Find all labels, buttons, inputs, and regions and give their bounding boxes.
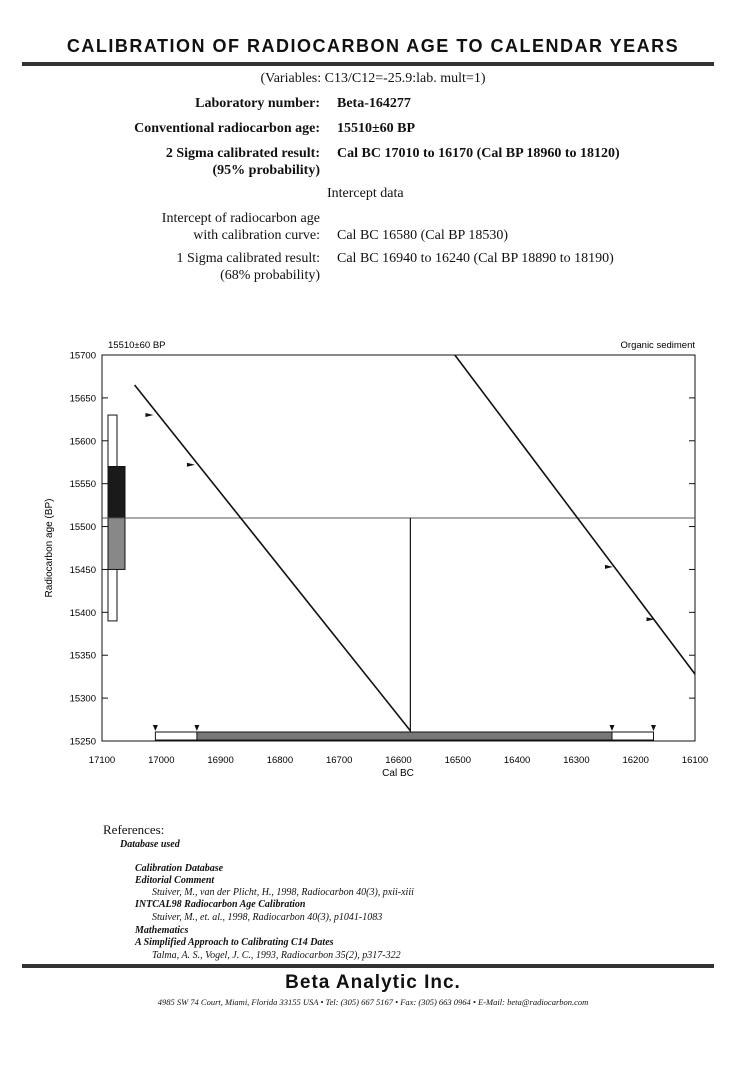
references-heading: References:: [103, 822, 165, 837]
y-tick-label: 15550: [69, 479, 96, 491]
conventional-age-label: Conventional radiocarbon age:: [134, 121, 320, 136]
cal-bar-marker: [651, 725, 656, 731]
y-tick-label: 15500: [69, 522, 96, 534]
company-address: 4985 SW 74 Court, Miami, Florida 33155 USA • Tel: (305) 667 5167 • Fax: (305) 663 0964 • E-Mail: beta@radiocarbon.com: [157, 997, 589, 1007]
ref-approach-citation: Talma, A. S., Vogel, J. C., 1993, Radiocarbon 35(2), p317-322: [152, 950, 401, 961]
curve-marker: [187, 463, 195, 467]
curve-marker: [145, 413, 153, 417]
variables-line: (Variables: C13/C12=-25.9:lab. mult=1): [260, 71, 486, 86]
plot-frame: [102, 355, 695, 741]
cal-bar-marker: [153, 725, 158, 731]
x-tick-label: 17100: [88, 755, 116, 766]
x-tick-label: 16800: [266, 755, 294, 766]
conventional-age-value: 15510±60 BP: [337, 121, 416, 136]
cal-bar-marker: [194, 725, 199, 731]
ref-editorial-citation: Stuiver, M., van der Plicht, H., 1998, Radiocarbon 40(3), pxii-xiii: [152, 887, 414, 898]
y-tick-label: 15400: [69, 607, 96, 619]
ref-mathematics: Mathematics: [135, 925, 189, 936]
curve-marker: [605, 565, 613, 569]
x-tick-label: 16200: [622, 755, 649, 766]
y-tick-label: 15350: [69, 650, 96, 662]
ref-calibration-database: Calibration Database: [135, 863, 224, 874]
y-axis-label: Radiocarbon age (BP): [44, 498, 55, 598]
footer-rule: [22, 964, 714, 968]
one-sigma-age-bar-lower: [108, 518, 125, 569]
intercept-label-line2: with calibration curve:: [193, 228, 320, 243]
header-rule: [22, 62, 714, 66]
calibration-curve-segment: [135, 385, 411, 731]
ref-editorial-comment: Editorial Comment: [135, 875, 215, 886]
two-sigma-value: Cal BC 17010 to 16170 (Cal BP 18960 to 18120): [337, 146, 620, 161]
x-tick-label: 16600: [385, 755, 412, 766]
ref-intcal: INTCAL98 Radiocarbon Age Calibration: [135, 899, 306, 910]
intercept-value: Cal BC 16580 (Cal BP 18530): [337, 228, 508, 243]
x-axis-label: Cal BC: [382, 768, 414, 779]
ref-database-used: Database used: [120, 839, 180, 850]
y-tick-label: 15300: [69, 693, 96, 705]
lab-number-label: Laboratory number:: [195, 96, 320, 111]
company-name: Beta Analytic Inc.: [285, 972, 461, 993]
x-tick-label: 16300: [563, 755, 590, 766]
y-tick-label: 15600: [69, 436, 96, 448]
one-sigma-probability: (68% probability): [220, 268, 320, 283]
lab-number-value: Beta-164277: [337, 96, 411, 111]
y-tick-label: 15250: [69, 736, 96, 748]
two-sigma-label: 2 Sigma calibrated result:: [165, 146, 320, 161]
x-tick-label: 17000: [148, 755, 175, 766]
ref-intcal-citation: Stuiver, M., et. al., 1998, Radiocarbon 40(3), p1041-1083: [152, 912, 383, 923]
y-tick-label: 15700: [69, 350, 96, 362]
calibration-curve-segment: [455, 355, 695, 674]
intercept-label-line1: Intercept of radiocarbon age: [161, 211, 320, 226]
chart-title-left: 15510±60 BP: [108, 340, 166, 351]
y-tick-label: 15650: [69, 393, 96, 405]
x-tick-label: 16700: [325, 755, 353, 766]
x-tick-label: 16500: [444, 755, 472, 766]
intercept-heading: Intercept data: [327, 186, 404, 201]
two-sigma-probability: (95% probability): [212, 163, 320, 178]
x-tick-label: 16400: [503, 755, 531, 766]
one-sigma-cal-bar: [197, 732, 612, 740]
x-tick-label: 16100: [681, 755, 709, 766]
chart-title-right: Organic sediment: [620, 340, 695, 351]
calibration-chart: [0, 330, 746, 790]
report-title: CALIBRATION OF RADIOCARBON AGE TO CALENDAR YEARS: [66, 36, 680, 56]
one-sigma-label: 1 Sigma calibrated result:: [176, 251, 320, 266]
one-sigma-age-bar-upper: [108, 467, 125, 518]
one-sigma-value: Cal BC 16940 to 16240 (Cal BP 18890 to 18190): [337, 251, 614, 266]
x-tick-label: 16900: [207, 755, 234, 766]
ref-approach: A Simplified Approach to Calibrating C14 Dates: [135, 937, 334, 948]
cal-bar-marker: [609, 725, 614, 731]
y-tick-label: 15450: [69, 564, 96, 576]
